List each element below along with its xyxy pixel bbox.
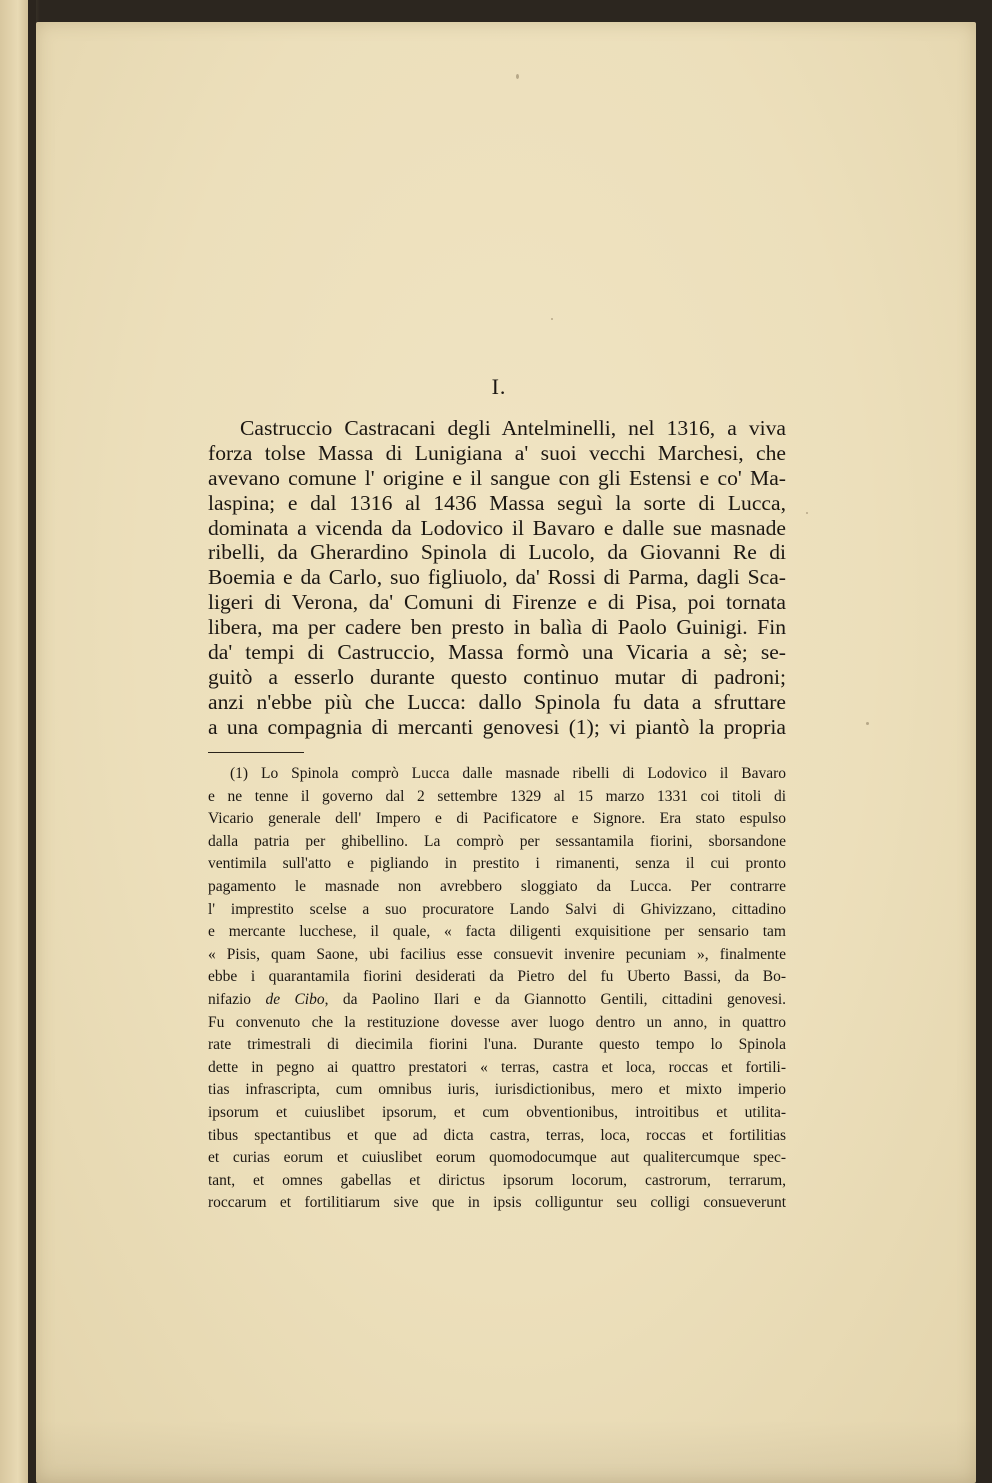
footnote-line: ipsorum et cuiuslibet ipsorum, et cum obventionibus, introitibus et utilita- <box>208 1103 786 1121</box>
main-text-line: dominata a vicenda da Lodovico il Bavaro e dalle sue masnade <box>208 515 786 540</box>
footnote-line: roccarum et fortilitiarum sive que in ipsis colliguntur seu colligi consueverunt <box>208 1194 786 1212</box>
footnote-line: Fu convenuto che la restituzione dovesse aver luogo dentro un anno, in quattro <box>208 1013 786 1031</box>
italic-name: de Cibo <box>265 990 325 1008</box>
footnote-line: tibus spectantibus et que ad dicta castra, terras, loca, roccas et fortilitias <box>208 1126 786 1144</box>
main-text-line: libera, ma per cadere ben presto in balìa di Paolo Guinigi. Fin <box>208 615 786 640</box>
footnote-line: e mercante lucchese, il quale, « facta diligenti exquisitione per sensario tam <box>208 923 786 941</box>
paper-speck <box>806 512 808 514</box>
footnote-block <box>208 763 786 1215</box>
footnote-line: l' imprestito scelse a suo procuratore Lando Salvi di Ghivizzano, cittadino <box>208 900 786 918</box>
footnote-line: pagamento le masnade non avrebbero sloggiato da Lucca. Per contrarre <box>208 877 786 895</box>
main-text-line: Castruccio Castracani degli Antelminelli, nel 1316, a viva <box>240 416 786 440</box>
footnote-line: rate trimestrali di diecimila fiorini l'una. Durante questo tempo lo Spinola <box>208 1036 786 1054</box>
main-text-line: guitò a esserlo durante questo continuo mutar di padroni; <box>208 664 786 689</box>
main-text-line: ligeri di Verona, da' Comuni di Firenze e di Pisa, poi tornata <box>208 590 786 615</box>
main-text-line: ribelli, da Gherardino Spinola di Lucolo, da Giovanni Re di <box>208 540 786 565</box>
main-text-line: a una compagnia di mercanti genovesi (1); vi piantò la propria <box>208 714 786 739</box>
page-shadow <box>36 1420 976 1483</box>
binding-gutter <box>28 0 36 1483</box>
main-text-line: da' tempi di Castruccio, Massa formò una Vicaria a sè; se- <box>208 640 786 665</box>
footnote-line: et curias eorum et cuiuslibet eorum quomodocumque aut qualitercumque spec- <box>208 1149 786 1167</box>
main-text-line: Boemia e da Carlo, suo figliuolo, da' Rossi di Parma, dagli Sca- <box>208 565 786 590</box>
footnote-line: « Pisis, quam Saone, ubi facilius esse consuevit invenire pecuniam », finalmente <box>208 945 786 963</box>
footnote-line: ebbe i quarantamila fiorini desiderati da Pietro del fu Uberto Bassi, da Bo- <box>208 968 786 986</box>
paper-speck <box>551 318 553 320</box>
footnote-line: dalla patria per ghibellino. La comprò per sessantamila fiorini, sborsandone <box>208 832 786 850</box>
footnote-line: ventimila sull'atto e pigliando in prestito i rimanenti, senza il cui pronto <box>208 855 786 873</box>
main-text-line: forza tolse Massa di Lunigiana a' suoi vecchi Marchesi, che <box>208 440 786 465</box>
main-text-line: avevano comune l' origine e il sangue con gli Estensi e co' Ma- <box>208 465 786 490</box>
footnote-line: nifazio de Cibo, da Paolino Ilari e da Giannotto Gentili, cittadini genovesi. <box>208 990 786 1008</box>
paper-speck <box>866 722 869 725</box>
main-text-line: anzi n'ebbe più che Lucca: dallo Spinola fu data a sfruttare <box>208 689 786 714</box>
footnote-line: (1) Lo Spinola comprò Lucca dalle masnade ribelli di Lodovico il Bavaro <box>230 765 786 782</box>
footnote-line: tant, et omnes gabellas et dirictus ipsorum locorum, castrorum, terrarum, <box>208 1171 786 1189</box>
footnote-separator <box>208 752 304 753</box>
footnote-line: e ne tenne il governo dal 2 settembre 1329 al 15 marzo 1331 coi titoli di <box>208 787 786 805</box>
footnote-line: Vicario generale dell' Impero e di Pacificatore e Signore. Era stato espulso <box>208 810 786 828</box>
main-text-block <box>208 416 786 740</box>
footnote-line: tias infrascripta, cum omnibus iuris, iurisdictionibus, mero et mixto imperio <box>208 1081 786 1099</box>
chapter-number: I. <box>491 374 507 399</box>
footnote-line: dette in pegno ai quattro prestatori « terras, castra et loca, roccas et fortili- <box>208 1058 786 1076</box>
main-text-line: laspina; e dal 1316 al 1436 Massa seguì la sorte di Lucca, <box>208 490 786 515</box>
paper-speck <box>516 74 519 79</box>
book-page <box>36 22 976 1483</box>
